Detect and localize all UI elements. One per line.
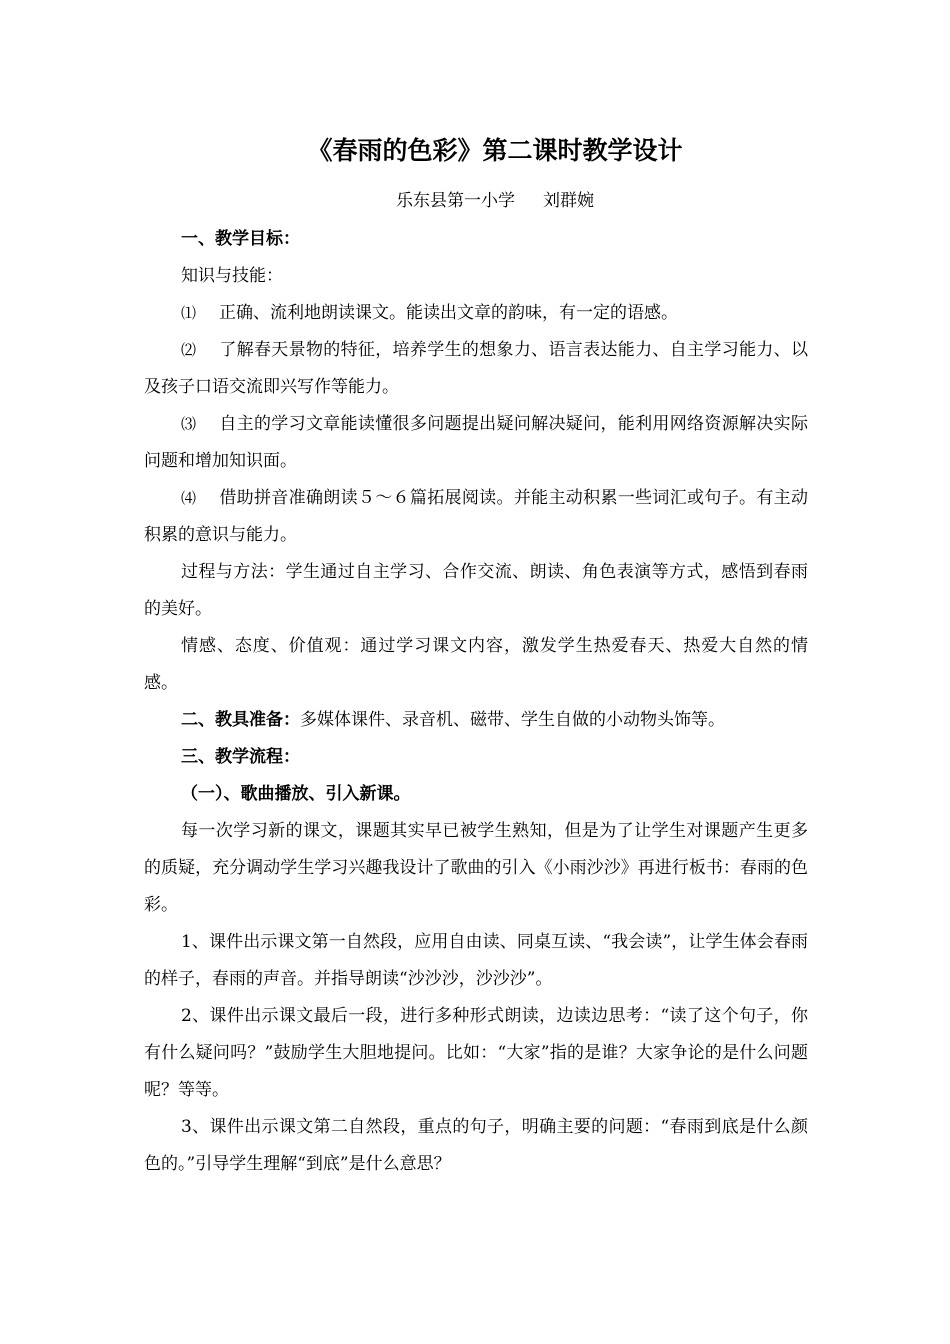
goal-item (144, 406, 808, 480)
author-name: 刘群婉 (543, 191, 594, 211)
section-heading-process: 三、教学流程： (181, 747, 300, 767)
goal-text: 借助拼音准确朗读５～６篇拓展阅读。并能主动积累一些词汇或句子。有主动积累的意识与能力。 (144, 488, 808, 545)
process-paragraph: 3、课件出示课文第二自然段，重点的句子，明确主要的问题：“春雨到底是什么颜色的。”引导学生理解“到底”是什么意思？ (144, 1117, 808, 1174)
goal-item (144, 295, 808, 332)
process-paragraph: 1、课件出示课文第一自然段，应用自由读、同桌互读、“我会读”，让学生体会春雨的样子，春雨的声音。并指导朗读“沙沙沙，沙沙沙”。 (144, 932, 808, 989)
author-line (0, 188, 950, 214)
section-heading-materials: 二、教具准备： (181, 710, 300, 730)
goal-item (144, 332, 808, 406)
section-heading-goals: 一、教学目标： (181, 229, 300, 249)
materials-text: 多媒体课件、录音机、磁带、学生自做的小动物头饰等。 (300, 710, 725, 730)
goal-text: 了解春天景物的特征，培养学生的想象力、语言表达能力、自主学习能力、以及孩子口语交流即兴写作等能力。 (144, 340, 808, 397)
process-method-paragraph: 过程与方法：学生通过自主学习、合作交流、朗读、角色表演等方式，感悟到春雨的美好。 (144, 562, 808, 619)
process-paragraph: 每一次学习新的课文，课题其实早已被学生熟知，但是为了让学生对课题产生更多的质疑，充分调动学生学习兴趣我设计了歌曲的引入《小雨沙沙》再进行板书：春雨的色彩。 (144, 821, 808, 915)
materials-paragraph (144, 702, 808, 739)
process-paragraph: 2、课件出示课文最后一段，进行多种形式朗读，边读边思考：“读了这个句子，你有什么疑问吗？”鼓励学生大胆地提问。比如：“大家”指的是谁？大家争论的是什么问题呢？等等。 (144, 1006, 808, 1100)
goal-item (144, 480, 808, 554)
goal-number: ⑶ (181, 415, 197, 433)
emotion-values-paragraph: 情感、态度、价值观：通过学习课文内容，激发学生热爱春天、热爱大自然的情感。 (144, 636, 808, 693)
document-title: 《春雨的色彩》第二课时教学设计 (307, 136, 683, 165)
subsection-heading: （一）、歌曲播放、引入新课。 (181, 784, 411, 804)
goal-number: ⑷ (181, 489, 197, 507)
goal-number: ⑴ (181, 304, 197, 322)
goal-text: 正确、流利地朗读课文。能读出文章的韵味，有一定的语感。 (219, 303, 678, 323)
knowledge-label: 知识与技能： (181, 266, 283, 286)
document-body (144, 221, 808, 1183)
goal-text: 自主的学习文章能读懂很多问题提出疑问解决疑问，能利用网络资源解决实际问题和增加知识面。 (144, 414, 808, 471)
author-school: 乐东县第一小学 (396, 191, 515, 211)
goal-number: ⑵ (181, 341, 197, 359)
